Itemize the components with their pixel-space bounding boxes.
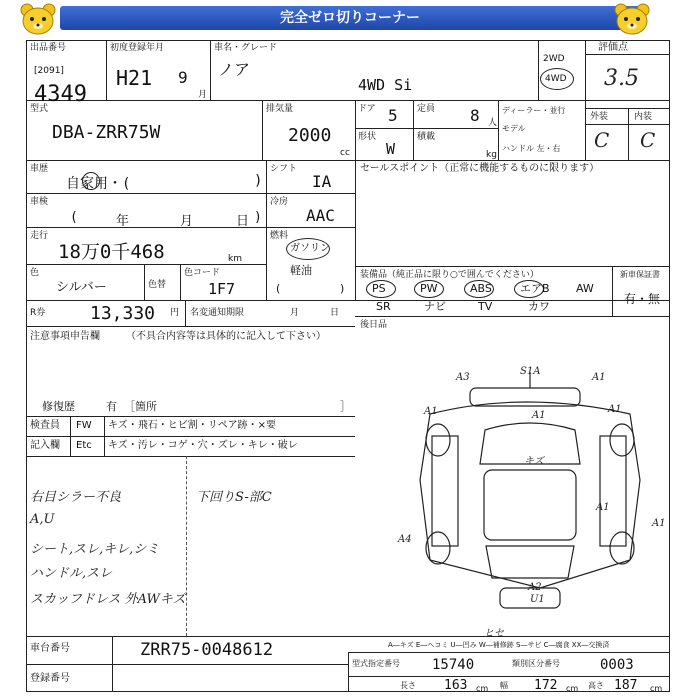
inspection-year: 年 <box>116 214 130 229</box>
score-label: 評価点 <box>598 42 628 53</box>
displacement-unit: cc <box>340 148 350 158</box>
equipment-item: エアB <box>520 282 550 295</box>
equipment-item: AW <box>576 282 594 295</box>
exterior-label: 外装 <box>590 112 609 122</box>
spec-class-label: 類別区分番号 <box>512 659 560 668</box>
inspector-fw: FW <box>76 420 92 431</box>
inspector-label: 検査員 <box>30 420 60 431</box>
dealer-label: ディーラー・並行 <box>502 106 566 115</box>
displacement-label: 排気量 <box>266 104 294 114</box>
equipment-item: PW <box>420 282 438 295</box>
equipment-item: ABS <box>470 282 492 295</box>
damage-mark: A1 <box>596 502 610 513</box>
inspection-open: ( <box>70 210 78 225</box>
aircon-value: AAC <box>306 206 335 225</box>
inspector-row2: キズ・汚レ・コゲ・穴・ズレ・キレ・破レ <box>108 440 298 451</box>
lot-code: [2091] <box>34 66 64 76</box>
inspection-close: ) <box>254 210 262 225</box>
handwritten-note: 右目シラー不良 <box>30 490 122 505</box>
shift-label: シフト <box>270 164 298 174</box>
load-unit: kg <box>486 150 497 160</box>
chassis-label: 車台番号 <box>30 643 70 654</box>
doors-label: ドア <box>358 104 376 114</box>
bear-mascot-left-icon <box>18 2 58 36</box>
color-label: 色 <box>30 268 40 278</box>
mileage-label: 走行 <box>30 231 49 241</box>
inspector-row1: キズ・飛石・ヒビ割・リペア跡・×要 <box>108 420 276 431</box>
spec-width-label: 幅 <box>500 681 508 690</box>
lot-label: 出品番号 <box>30 43 67 53</box>
inspector-etc: Etc <box>76 440 92 451</box>
spec-class-value: 0003 <box>600 657 634 673</box>
color-code-label: 色コード <box>184 268 221 278</box>
damage-mark: A1 <box>592 372 606 383</box>
handwritten-note: 下回りS-部C <box>196 490 272 505</box>
handle-label: ハンドル 左・右 <box>502 144 561 153</box>
model-label: 型式 <box>30 104 49 114</box>
rear-seat-label: 後日品 <box>360 320 388 330</box>
color-code: 1F7 <box>208 280 236 298</box>
aircon-label: 冷房 <box>270 197 289 207</box>
repair-label: 修復歴 <box>42 400 75 413</box>
fuel-open: ( <box>276 282 281 295</box>
first-reg-label: 初度登録年月 <box>110 43 165 53</box>
history-close: ) <box>254 173 263 189</box>
spec-length-value: 163 <box>444 678 468 693</box>
mileage-unit: km <box>228 254 242 264</box>
damage-mark: A1 <box>652 518 666 529</box>
damage-mark: A1 <box>608 404 622 415</box>
damage-mark: A3 <box>456 372 470 383</box>
spec-height-unit: cm <box>650 684 663 693</box>
history-label: 車歴 <box>30 164 49 174</box>
repair-value: 有 <box>106 400 117 413</box>
handwritten-note: シート,スレ,キレ,シミ <box>30 542 160 557</box>
damage-mark: A2 <box>528 582 542 593</box>
handwritten-note: スカッフドレス 外AWキズ <box>30 592 186 607</box>
recycle-value: 13,330 <box>90 303 156 324</box>
damage-mark: A4 <box>398 534 412 545</box>
first-reg-month: 9 <box>178 68 188 87</box>
capacity-value: 8 <box>470 106 480 125</box>
shift-value: IA <box>312 172 332 191</box>
capacity-unit: 人 <box>488 118 498 128</box>
bear-mascot-right-icon <box>612 2 652 36</box>
spec-width-value: 172 <box>534 678 558 693</box>
drive-2wd-label: 2WD <box>543 54 565 64</box>
equipment-item: カワ <box>528 300 550 313</box>
interior-grade: C <box>640 128 656 152</box>
repair-close: ］ <box>340 400 351 413</box>
damage-mark: S1A <box>520 366 541 377</box>
drive-4wd-label: 4WD <box>545 74 567 84</box>
sales-point-label: セールスポイント（正常に機能するものに限ります） <box>360 163 600 174</box>
displacement-value: 2000 <box>288 125 332 146</box>
fuel-gas: ガソリン <box>290 243 330 254</box>
spec-width-unit: cm <box>566 684 579 693</box>
inspection-day: 日 <box>236 214 250 229</box>
damage-mark: ヒセ <box>484 628 504 639</box>
page-title: 完全ゼロ切りコーナー <box>60 6 640 30</box>
color-value: シルバー <box>56 280 107 295</box>
model-change-label: モデル <box>502 124 526 133</box>
spec-type-label: 型式指定番号 <box>352 659 400 668</box>
notes-sub: （不具合内容等は具体的に記入して下さい） <box>126 331 326 342</box>
model-value: DBA-ZRR75W <box>52 122 161 143</box>
fuel-label: 燃料 <box>270 231 289 241</box>
damage-legend: A―キズ E―ヘコミ U―凹み W―補修跡 S―サビ C―腐食 XX―交換済 <box>388 641 610 649</box>
name-change-label: 名変通知期限 <box>190 308 245 318</box>
repair-part-label: ［箇所 <box>124 400 157 413</box>
fuel-diesel: 軽油 <box>290 264 312 277</box>
spec-length-unit: cm <box>476 684 489 693</box>
chassis-value: ZRR75-0048612 <box>140 640 274 660</box>
mileage-value: 18万0千468 <box>58 241 165 263</box>
equipment-item: TV <box>478 300 493 313</box>
score-value: 3.5 <box>604 66 639 91</box>
inspection-label: 車検 <box>30 197 49 207</box>
first-reg-era-year: H21 <box>116 66 153 90</box>
lot-number: 4349 <box>34 82 87 107</box>
spec-height-label: 高さ <box>588 681 604 690</box>
damage-mark: A1 <box>424 406 438 417</box>
shape-label: 形状 <box>358 132 377 142</box>
doors-value: 5 <box>388 106 398 125</box>
inspector-entry-label: 記入欄 <box>30 440 60 451</box>
damage-mark: キズ <box>524 456 544 467</box>
equipment-label: 装備品（純正品に限り○で囲んでください） <box>360 270 539 280</box>
fuel-close: ) <box>340 282 345 295</box>
equipment-item: PS <box>372 282 386 295</box>
inspection-month: 月 <box>180 214 194 229</box>
history-text: 自家用・( <box>66 176 131 192</box>
registration-label: 登録番号 <box>30 673 70 684</box>
equipment-item: ナビ <box>424 300 446 313</box>
handwritten-note: ハンドル,スレ <box>30 566 113 581</box>
name-change-month: 月 <box>290 308 300 318</box>
car-grade: 4WD Si <box>358 76 413 94</box>
capacity-label: 定員 <box>417 104 436 114</box>
history-private-circle <box>82 172 100 190</box>
exterior-grade: C <box>594 128 610 152</box>
car-name-label: 車名・グレード <box>214 43 278 53</box>
shape-value: W <box>386 140 396 158</box>
damage-mark: A1 <box>532 410 546 421</box>
handwritten-note: A,U <box>30 512 55 527</box>
name-change-day: 日 <box>330 308 340 318</box>
spec-type-value: 15740 <box>432 657 475 673</box>
spec-length-label: 長さ <box>400 681 416 690</box>
spec-height-value: 187 <box>614 678 638 693</box>
recycle-unit: 円 <box>170 308 180 318</box>
interior-label: 内装 <box>634 112 653 122</box>
load-label: 積載 <box>417 132 436 142</box>
new-warranty-label: 新車保証書 <box>620 270 660 279</box>
equipment-item: SR <box>376 300 391 313</box>
car-name: ノア <box>218 60 251 79</box>
damage-mark: U1 <box>530 594 545 605</box>
new-warranty-value: 有・無 <box>624 292 661 306</box>
color-change-label: 色替 <box>148 280 167 290</box>
first-reg-month-unit: 月 <box>198 90 208 100</box>
notes-label: 注意事項申告欄 <box>30 331 100 342</box>
recycle-label: R券 <box>30 308 46 318</box>
